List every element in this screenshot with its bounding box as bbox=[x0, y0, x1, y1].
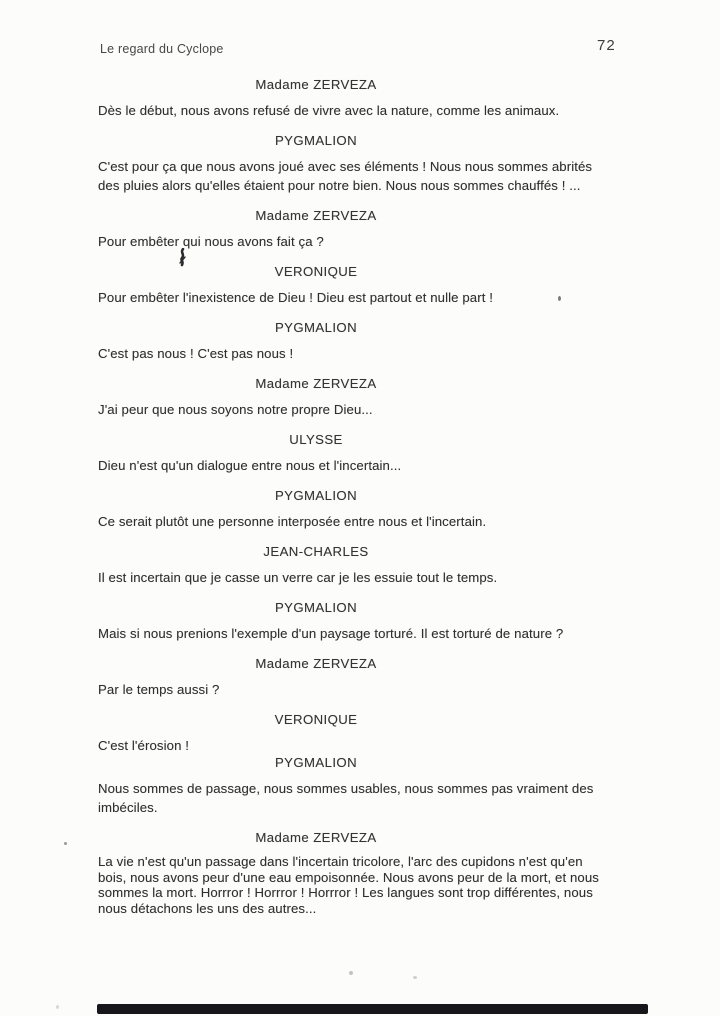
character-cue: Madame ZERVEZA bbox=[255, 208, 377, 223]
dialogue-block bbox=[98, 753, 720, 817]
dialogue-line: Ce serait plutôt une personne interposée entre nous et l'incertain. bbox=[98, 514, 487, 529]
character-cue: VERONIQUE bbox=[274, 712, 358, 727]
dialogue-block bbox=[98, 828, 720, 916]
page-number: 72 bbox=[597, 37, 616, 54]
dialogue-line: Nous sommes de passage, nous sommes usables, nous sommes pas vraiment des imbéciles. bbox=[98, 781, 594, 815]
dialogue-line: Pour embêter l'inexistence de Dieu ! Dieu est partout et nulle part ! bbox=[98, 290, 493, 305]
dialogue-line: C'est l'érosion ! bbox=[98, 738, 190, 753]
dialogue-block bbox=[98, 374, 720, 419]
character-cue: Madame ZERVEZA bbox=[255, 830, 377, 845]
character-cue: PYGMALION bbox=[274, 600, 357, 615]
dialogue-block bbox=[98, 654, 720, 699]
dialogue-block bbox=[98, 542, 720, 587]
dialogue-block bbox=[98, 131, 720, 195]
scan-speck bbox=[349, 971, 353, 975]
dialogue-block bbox=[98, 710, 720, 755]
character-cue: ULYSSE bbox=[289, 432, 343, 447]
dialogue-block bbox=[98, 598, 720, 643]
dialogue-line: C'est pour ça que nous avons joué avec ses éléments ! Nous nous sommes abrités des pluies alors qu'elles étaient pour notre bien. Nous nous sommes chauffés ! ... bbox=[98, 159, 593, 193]
dialogue-line: Par le temps aussi ? bbox=[98, 682, 220, 697]
dialogue-line: La vie n'est qu'un passage dans l'incertain tricolore, l'arc des cupidons n'est qu'en bois, nous avons peur d'une eau empoisonnée. Nous avons peur de la mort, et nous sommes la mort. Horrror ! Horrror ! Horrror ! Les langues sont trop différentes, nous nous détachons les uns des autres... bbox=[98, 854, 599, 916]
character-cue: Madame ZERVEZA bbox=[255, 376, 377, 391]
scan-speck bbox=[56, 1005, 59, 1009]
dialogue-block bbox=[98, 486, 720, 531]
dialogue-line: Il est incertain que je casse un verre car je les essuie tout le temps. bbox=[98, 570, 498, 585]
dialogue-line: Dès le début, nous avons refusé de vivre avec la nature, comme les animaux. bbox=[98, 103, 560, 118]
character-cue: VERONIQUE bbox=[274, 264, 358, 279]
dialogue-block bbox=[98, 318, 720, 363]
dialogue-line: Dieu n'est qu'un dialogue entre nous et l'incertain... bbox=[98, 458, 402, 473]
scan-speck bbox=[413, 976, 417, 979]
running-header-title: Le regard du Cyclope bbox=[100, 42, 224, 56]
character-cue: PYGMALION bbox=[274, 755, 357, 770]
dialogue-line: Mais si nous prenions l'exemple d'un paysage torturé. Il est torturé de nature ? bbox=[98, 626, 564, 641]
character-cue: Madame ZERVEZA bbox=[255, 77, 377, 92]
dialogue-line: J'ai peur que nous soyons notre propre Dieu... bbox=[98, 402, 373, 417]
scan-artifact-bar bbox=[97, 1004, 648, 1014]
dialogue-block bbox=[98, 206, 720, 251]
dialogue-line: Pour embêter qui nous avons fait ça ? bbox=[98, 234, 324, 249]
dialogue-block bbox=[98, 430, 720, 475]
dialogue-block bbox=[98, 262, 720, 307]
character-cue: PYGMALION bbox=[274, 320, 357, 335]
character-cue: PYGMALION bbox=[274, 133, 357, 148]
character-cue: PYGMALION bbox=[274, 488, 357, 503]
dialogue-block bbox=[98, 75, 720, 120]
dialogue-line: C'est pas nous ! C'est pas nous ! bbox=[98, 346, 294, 361]
character-cue: JEAN-CHARLES bbox=[263, 544, 369, 559]
character-cue: Madame ZERVEZA bbox=[255, 656, 377, 671]
